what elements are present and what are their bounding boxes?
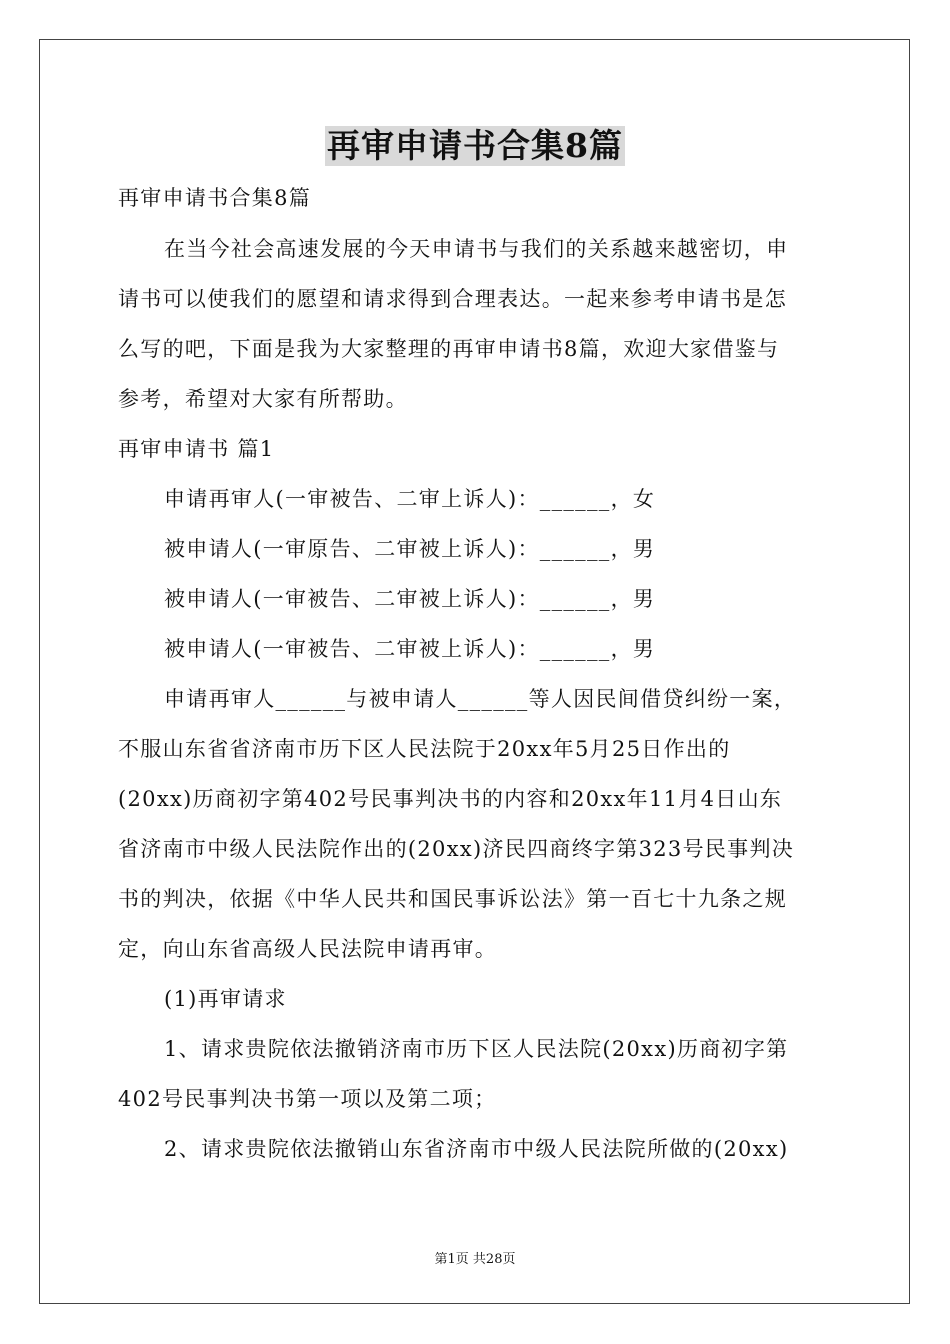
paragraph-line: 定，向山东省高级人民法院申请再审。 (118, 937, 498, 961)
list-item: 402号民事判决书第一项以及第二项； (118, 1087, 497, 1111)
section-heading: 再审申请书 篇1 (118, 437, 275, 461)
paragraph-line: 参考，希望对大家有所帮助。 (118, 387, 408, 411)
document-title: 再审申请书合集8篇 (327, 126, 623, 165)
list-item: 2、请求贵院依法撤销山东省济南市中级人民法院所做的(20xx) (164, 1137, 789, 1161)
paragraph-line: 书的判决，依据《中华人民共和国民事诉讼法》第一百七十九条之规 (118, 887, 787, 911)
list-item: 1、请求贵院依法撤销济南市历下区人民法院(20xx)历商初字第 (164, 1037, 789, 1061)
party-line: 被申请人(一审原告、二审被上诉人)：______，男 (164, 537, 656, 561)
party-line: 被申请人(一审被告、二审被上诉人)：______，男 (164, 637, 656, 661)
paragraph-line: 请书可以使我们的愿望和请求得到合理表达。一起来参考申请书是怎 (118, 287, 787, 311)
party-line: 被申请人(一审被告、二审被上诉人)：______，男 (164, 587, 656, 611)
subheading-line: (1)再审请求 (164, 987, 287, 1011)
paragraph-line: 省济南市中级人民法院作出的(20xx)济民四商终字第323号民事判决 (118, 837, 795, 861)
document-page (39, 39, 910, 1304)
page-footer: 第1页 共28页 (434, 1252, 516, 1267)
party-line: 申请再审人(一审被告、二审上诉人)：______，女 (164, 487, 656, 511)
paragraph-line: 在当今社会高速发展的今天申请书与我们的关系越来越密切，申 (164, 237, 789, 261)
title-container (0, 126, 950, 166)
subtitle-line: 再审申请书合集8篇 (118, 186, 312, 210)
paragraph-line: (20xx)历商初字第402号民事判决书的内容和20xx年11月4日山东 (118, 787, 783, 811)
paragraph-line: 么写的吧，下面是我为大家整理的再审申请书8篇，欢迎大家借鉴与 (118, 337, 780, 361)
paragraph-line: 申请再审人______与被申请人______等人因民间借贷纠纷一案， (164, 687, 797, 711)
paragraph-line: 不服山东省省济南市历下区人民法院于20xx年5月25日作出的 (118, 737, 731, 761)
